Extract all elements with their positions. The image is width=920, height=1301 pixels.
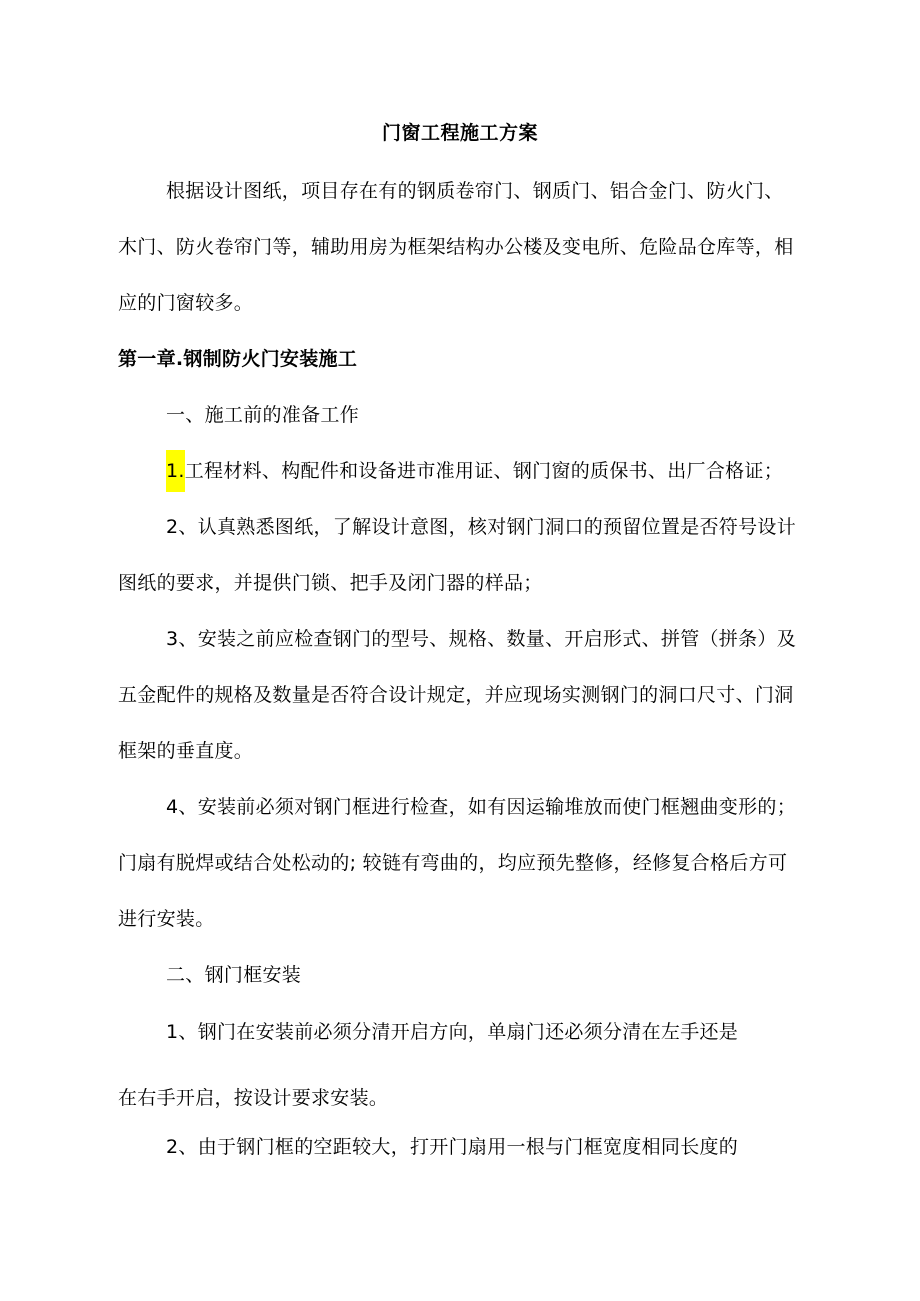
section2-item2-line-1: 2、由于钢门框的空距较大，打开门扇用一根与门框宽度相同长度的	[166, 1136, 739, 1158]
highlighted-marker: 1.	[166, 450, 185, 492]
section1-item4-line-1: 4、安装前必须对钢门框进行检查，如有因运输堆放而使门框翘曲变形的；	[166, 796, 796, 818]
section1-item3-line-2: 五金配件的规格及数量是否符合设计规定，并应现场实测钢门的洞口尺寸、门洞	[118, 684, 794, 706]
intro-line-2: 木门、防火卷帘门等，辅助用房为框架结构办公楼及变电所、危险品仓库等，相	[118, 236, 794, 258]
section2-heading: 二、钢门框安装	[166, 964, 302, 986]
section1-item2-line-2: 图纸的要求，并提供门锁、把手及闭门器的样品；	[118, 572, 543, 594]
document-title: 门窗工程施工方案	[381, 122, 538, 144]
chapter1-heading: 第一章.钢制防火门安装施工	[118, 348, 358, 370]
intro-line-1: 根据设计图纸，项目存在有的钢质卷帘门、钢质门、铝合金门、防火门、	[166, 180, 784, 202]
section2-item1-line-2: 在右手开启，按设计要求安装。	[118, 1087, 389, 1109]
section1-item1	[166, 456, 783, 486]
section1-item3-line-1: 3、安装之前应检查钢门的型号、规格、数量、开启形式、拼管（拼条）及	[166, 628, 796, 650]
section1-item1-text: 工程材料、构配件和设备进市准用证、钢门窗的质保书、出厂合格证；	[184, 460, 784, 482]
section1-heading: 一、施工前的准备工作	[166, 404, 360, 426]
section1-item2-line-1: 2、认真熟悉图纸，了解设计意图，核对钢门洞口的预留位置是否符号设计	[166, 516, 796, 538]
section1-item3-line-3: 框架的垂直度。	[118, 740, 254, 762]
section1-item4-line-2: 门扇有脱焊或结合处松动的; 较链有弯曲的，均应预先整修，经修复合格后方可	[118, 852, 788, 874]
section1-item4-line-3: 进行安装。	[118, 908, 215, 930]
intro-line-3: 应的门窗较多。	[118, 292, 254, 314]
section2-item1-line-1: 1、钢门在安装前必须分清开启方向，单扇门还必须分清在左手还是	[166, 1021, 739, 1043]
